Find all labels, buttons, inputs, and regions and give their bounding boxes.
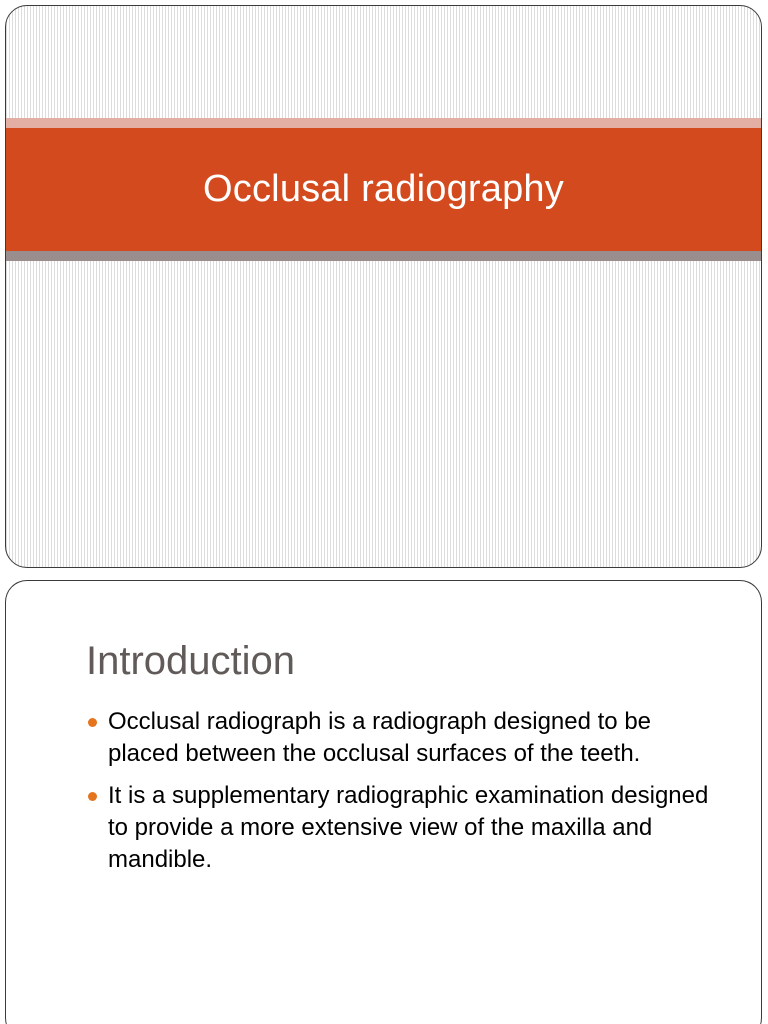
bullet-list: [86, 706, 726, 886]
title-band-top-stripe: [6, 118, 761, 128]
bullet-dot-icon: [88, 718, 97, 727]
title-slide: [5, 5, 762, 568]
bullet-text: It is a supplementary radiographic examination designed to provide a more extensive view of the maxilla and mandible.: [108, 782, 709, 873]
bullet-item: [86, 780, 726, 876]
bullet-item: [86, 706, 726, 770]
bullet-text: Occlusal radiograph is a radiograph designed to be placed between the occlusal surfaces of the teeth.: [108, 708, 652, 767]
slide-title: Occlusal radiography: [203, 168, 564, 210]
title-band-bottom-stripe: [6, 251, 761, 261]
slide-heading: Introduction: [86, 639, 296, 683]
content-slide: [5, 580, 762, 1024]
title-band: [6, 128, 761, 251]
bullet-dot-icon: [88, 792, 97, 801]
